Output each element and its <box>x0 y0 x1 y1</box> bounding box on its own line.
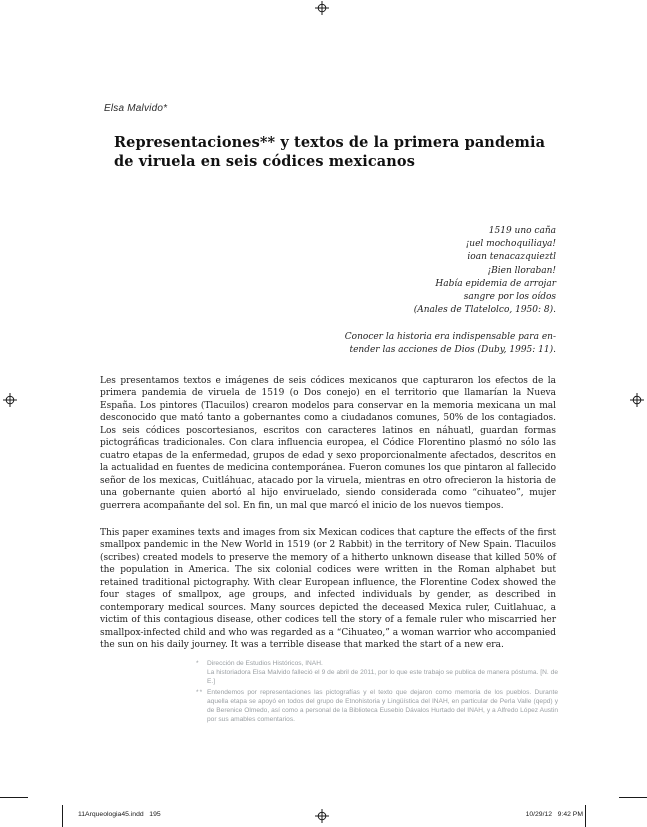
footnote-1-line-2: La historiadora Elsa Malvido falleció el 9 de abril de 2011, por lo que este trabajo se publica de manera póstuma. [N. de E.] <box>207 669 558 686</box>
footnote-2 <box>196 688 558 725</box>
epigraph-citation: (Anales de Tlatelolco, 1950: 8). <box>413 305 556 316</box>
registration-mark-top-icon <box>315 1 329 15</box>
footnote-1 <box>196 659 558 687</box>
epigraph-line: Conocer la historia era indispensable para en- <box>344 332 556 342</box>
author-byline: Elsa Malvido* <box>104 103 168 114</box>
crop-mark-bottom-left <box>0 797 28 798</box>
registration-mark-right-icon <box>630 393 644 407</box>
registration-mark-left-icon <box>3 393 17 407</box>
epigraph-duby <box>236 331 556 357</box>
footnote-2-body: Entendemos por representaciones las pictografías y el texto que dejaron como memoria de los pueblos. Durante aquella etapa se apoyó en todos del grupo de Etnohistoria y Lingüística del INAH, en particular de Perla Valle (qepd) y de Berenice Olmedo, así como a personal de la Biblioteca Eusebio Dávalos Hurtado del INAH, y a Alfredo López Austin por sus amables comentarios. <box>207 688 558 724</box>
title-line-1: Representaciones** y textos de la primera pandemia <box>114 134 546 151</box>
footer-timestamp: 10/29/12 9:42 PM <box>525 811 583 818</box>
epigraph-line: ¡uel mochoquiliaya! <box>465 239 556 250</box>
crop-mark-vertical-left <box>62 805 63 827</box>
footnote-2-marker: ** <box>196 688 204 696</box>
epigraph-line: 1519 uno caña <box>488 226 556 236</box>
footnote-1-line-1: Dirección de Estudios Históricos, INAH. <box>207 660 323 667</box>
footer-filename: 11Arqueologia45.indd 195 <box>78 811 161 818</box>
abstract-spanish: Les presentamos textos e imágenes de seis códices mexicanos que capturaron los efectos de la primera pandemia de viruela de 1519 (o Dos conejo) en el territorio que llamarían la Nueva España. Los pintores (Tlacuilos) crearon modelos para conservar en la memoria mexicana un mal desconocido que mató tanto a gobernantes como a ciudadanos comunes, 50% de los contagiados. Los seis códices poscortesianos, escritos con caracteres latinos en náhuatl, guardan formas pictográficas tradicionales. Con clara influencia europea, el Códice Florentino plasmó no sólo las cuatro etapas de la enfermedad, grupos de edad y sexo proporcionalmente afectados, descritos en la actualidad en fuentes de medicina contemporánea. Fueron comunes los que pintaron al fallecido señor de los mexicas, Cuitláhuac, atacado por la viruela, mientras en otro ofrecieron la historia de una gobernante quien abortó al hijo enviruelado, siendo considerada como “cihuateo”, mujer guerrera acompañante del sol. En fin, un mal que marcó el inicio de los nuevos tiempos. <box>100 376 556 511</box>
epigraph-nahuatl <box>256 225 556 317</box>
epigraph-line: ¡Bien lloraban! <box>487 265 556 276</box>
footnotes-block <box>196 659 558 725</box>
crop-mark-bottom-right <box>619 797 647 798</box>
epigraph-line: tender las acciones de Dios (Duby, 1995: 11). <box>349 345 556 356</box>
page-title <box>114 133 584 171</box>
epigraph-line: sangre por los oídos <box>463 292 556 303</box>
title-line-2: de viruela en seis códices mexicanos <box>114 153 415 170</box>
footnote-1-body <box>207 659 558 687</box>
footnote-1-marker: * <box>196 660 200 667</box>
epigraph-line: Había epidemia de arrojar <box>435 278 556 289</box>
crop-mark-vertical-right <box>585 805 586 827</box>
abstract-english: This paper examines texts and images from six Mexican codices that capture the effects of the first smallpox pandemic in the New World in 1519 (or 2 Rabbit) in the territory of New Spain. Tlacuilos (scribes) created models to preserve the memory of a hitherto unknown disease that killed 50% of the population in America. The six colonial codices were written in the Roman alphabet but retained traditional pictography. With clear European influence, the Florentine Codex showed the four stages of smallpox, age groups, and infected individuals by gender, as described in contemporary medical sources. Many sources depicted the deceased Mexica ruler, Cuitlahuac, a victim of this contagious disease, other codices tell the story of a female ruler who miscarried her smallpox-infected child and who was regarded as a “Cihuateo,” a woman warrior who accompanied the sun on his daily journey. It was a terrible disease that marked the start of a new era. <box>100 528 556 651</box>
epigraph-line: ioan tenacazquieztl <box>467 252 556 263</box>
registration-mark-bottom-icon <box>315 809 329 823</box>
